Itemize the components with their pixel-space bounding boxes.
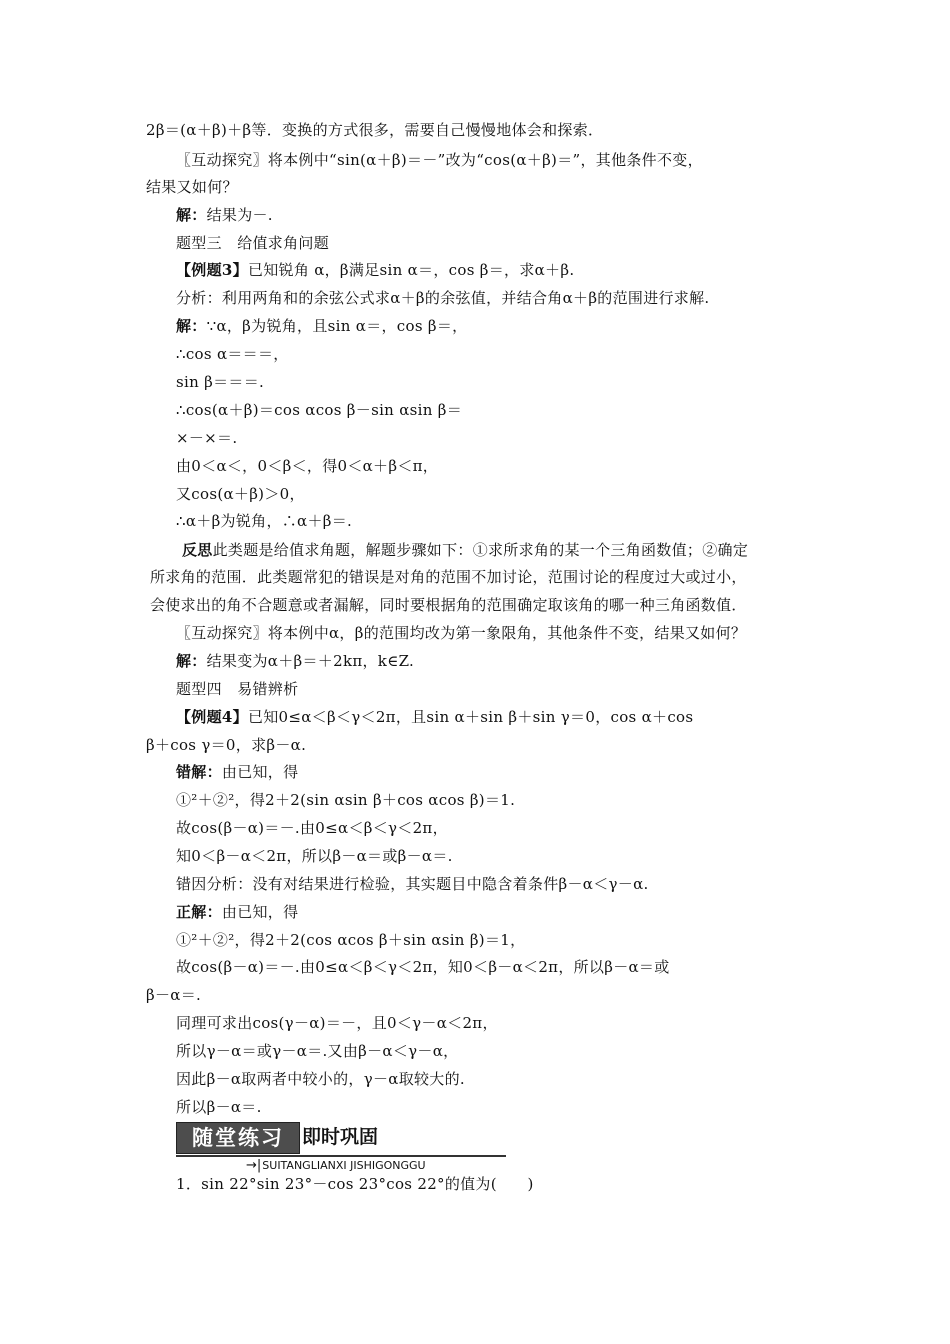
- text-line: 所求角的范围．此类题常犯的错误是对角的范围不加讨论，范围讨论的程度过大或过小，: [150, 568, 747, 586]
- text-line: 所以β－α＝.: [176, 1098, 262, 1116]
- text-line: sin β＝＝＝.: [176, 373, 265, 391]
- section-heading: 题型四 易错辨析: [176, 680, 299, 698]
- text-line: 2β＝(α＋β)＋β等．变换的方式很多，需要自己慢慢地体会和探索．: [146, 121, 604, 139]
- banner-title: 即时巩固: [302, 1126, 379, 1148]
- text-line: 故cos(β－α)＝－.由0≤α＜β＜γ＜2π，知0＜β－α＜2π，所以β－α＝或: [176, 958, 670, 976]
- text-line: 错因分析：没有对结果进行检验，其实题目中隐含着条件β－α＜γ－α.: [176, 875, 649, 893]
- text-line: 又cos(α＋β)＞0，: [176, 485, 305, 503]
- text-line: 解：结果为－.: [176, 206, 273, 224]
- example-title: 【例题3】已知锐角 α，β满足sin α＝，cos β＝，求α＋β.: [176, 261, 575, 279]
- text-line: ①²＋②²，得2＋2(sin αsin β＋cos αcos β)＝1.: [176, 791, 516, 809]
- question-1: 1．sin 22°sin 23°－cos 23°cos 22°的值为( ): [176, 1175, 534, 1193]
- text-line: 解：结果变为α＋β＝＋2kπ，k∈Z.: [176, 652, 415, 670]
- example-title: 【例题4】已知0≤α＜β＜γ＜2π，且sin α＋sin β＋sin γ＝0，cos α＋cos: [176, 708, 694, 726]
- text-line: 同理可求出cos(γ－α)＝－，且0＜γ－α＜2π，: [176, 1014, 498, 1032]
- text-line: ∴cos α＝＝＝，: [176, 345, 289, 363]
- banner-divider: [176, 1155, 506, 1157]
- text-line: 知0＜β－α＜2π，所以β－α＝或β－α＝.: [176, 847, 453, 865]
- text-line: 正解：由已知，得: [176, 903, 299, 921]
- text-line: 由0＜α＜，0＜β＜，得0＜α＋β＜π，: [176, 457, 439, 475]
- text-line: 〖互动探究〗将本例中α，β的范围均改为第一象限角，其他条件不变，结果又如何？: [176, 624, 747, 642]
- text-line: ∴cos(α＋β)＝cos αcos β－sin αsin β＝: [176, 401, 463, 419]
- text-line: 错解：由已知，得: [176, 763, 299, 781]
- text-line: 〖互动探究〗将本例中“sin(α＋β)＝－”改为“cos(α＋β)＝”，其他条件不变，: [176, 151, 703, 169]
- arrow-right-icon: →|: [246, 1158, 262, 1173]
- text-line: 所以γ－α＝或γ－α＝.又由β－α＜γ－α，: [176, 1042, 459, 1060]
- text-line: 分析：利用两角和的余弦公式求α＋β的余弦值，并结合角α＋β的范围进行求解.: [176, 289, 710, 307]
- text-line: 解：∵α，β为锐角，且sin α＝，cos β＝，: [176, 317, 468, 335]
- text-line: β＋cos γ＝0，求β－α.: [146, 736, 307, 754]
- text-line: 结果又如何？: [146, 178, 238, 196]
- text-line: 会使求出的角不合题意或者漏解，同时要根据角的范围确定取该角的哪一种三角函数值．: [150, 596, 747, 614]
- text-line: ∴α＋β为锐角，∴α＋β＝.: [176, 512, 353, 530]
- text-line: 因此β－α取两者中较小的，γ－α取较大的.: [176, 1070, 465, 1088]
- text-line: ①²＋②²，得2＋2(cos αcos β＋sin αsin β)＝1，: [176, 931, 526, 949]
- text-line: 反思此类题是给值求角题，解题步骤如下：①求所求角的某一个三角函数值；②确定: [182, 541, 749, 559]
- practice-banner: [176, 1122, 506, 1178]
- text-line: 故cos(β－α)＝－.由0≤α＜β＜γ＜2π，: [176, 819, 448, 837]
- text-line: β－α＝.: [146, 986, 202, 1004]
- banner-label: 随堂练习: [176, 1122, 300, 1154]
- banner-subtitle: →|SUITANGLIANXI JISHIGONGGU: [246, 1158, 426, 1173]
- text-line: ×－×＝.: [176, 429, 238, 447]
- section-heading: 题型三 给值求角问题: [176, 234, 330, 252]
